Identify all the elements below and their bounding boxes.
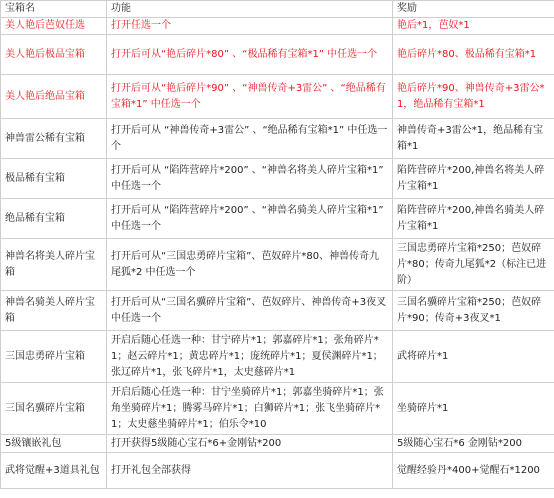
function-cell: 打开后可从 “陷阵营碎片*200” 、“神兽名骑美人碎片宝箱*1” 中任选一个 (107, 199, 393, 239)
table-row (1, 331, 554, 383)
table-row (1, 199, 554, 239)
chest-name-cell: 武将觉醒+3道具礼包 (1, 453, 107, 489)
table-row (1, 75, 554, 119)
function-cell: 打开获得5级随心宝石*6+金刚钻*200 (107, 435, 393, 453)
table-row (1, 435, 554, 453)
function-cell: 打开任选一个 (107, 18, 393, 35)
reward-cell: 陷阵营碎片*200,神兽名骑美人碎片宝箱*1 (393, 199, 554, 239)
chest-name-cell: 绝品稀有宝箱 (1, 199, 107, 239)
header-function: 功能 (107, 1, 393, 18)
chest-name-cell: 美人艳后芭奴任选 (1, 18, 107, 35)
reward-cell: 觉醒经验丹*400+觉醒石*1200 (393, 453, 554, 489)
table-row (1, 453, 554, 489)
reward-cell: 5级随心宝石*6 金刚钻*200 (393, 435, 554, 453)
chest-name-cell: 神兽名骑美人碎片宝箱 (1, 291, 107, 331)
table-row (1, 291, 554, 331)
reward-cell: 艳后碎片*90、神兽传奇+3雷公*1，绝品稀有宝箱*1 (393, 75, 554, 119)
chest-name-cell: 三国忠勇碎片宝箱 (1, 331, 107, 383)
table-row (1, 159, 554, 199)
reward-cell: 坐骑碎片*1 (393, 383, 554, 435)
chest-name-cell: 极品稀有宝箱 (1, 159, 107, 199)
chest-name-cell: 美人艳后极品宝箱 (1, 35, 107, 75)
reward-cell: 三国忠勇碎片宝箱*250；芭奴碎片*80；传奇九尾狐*2（标注已进阶） (393, 239, 554, 291)
function-cell: 打开后可从“三国忠勇碎片宝箱”、芭奴碎片*80、神兽传奇九尾狐*2 中任选一个 (107, 239, 393, 291)
header-chest-name: 宝箱名 (1, 1, 107, 18)
table-row (1, 383, 554, 435)
function-cell: 打开后可从 “陷阵营碎片*200” 、“神兽名将美人碎片宝箱*1” 中任选一个 (107, 159, 393, 199)
header-reward: 奖励 (393, 1, 554, 18)
function-cell: 打开后可从“三国名骥碎片宝箱”、芭奴碎片、神兽传奇+3夜叉 中任选一个 (107, 291, 393, 331)
function-cell: 打开后可从“艳后碎片*90” 、“神兽传奇+3雷公” 、“绝品稀有宝箱*1” 中任选一个 (107, 75, 393, 119)
function-cell: 打开后可从 “神兽传奇+3雷公” 、“绝品稀有宝箱*1” 中任选一个 (107, 119, 393, 159)
function-cell: 开启后随心任选一种：甘宁碎片*1；郭嘉碎片*1；张角碎片*1；赵云碎片*1；黄忠碎片*1；庞统碎片*1；夏侯渊碎片*1；张辽碎片*1，张飞碎片*1，太史慈碎片*1 (107, 331, 393, 383)
function-cell: 打开后可从“艳后碎片*80” 、“极品稀有宝箱*1” 中任选一个 (107, 35, 393, 75)
reward-cell: 三国名骥碎片宝箱*250；芭奴碎片*90；传奇+3夜叉*1 (393, 291, 554, 331)
table-row (1, 35, 554, 75)
table-row (1, 239, 554, 291)
reward-cell: 陷阵营碎片*200,神兽名将美人碎片宝箱*1 (393, 159, 554, 199)
table-header-row (1, 1, 554, 18)
reward-cell: 神兽传奇+3雷公*1，绝品稀有宝箱*1 (393, 119, 554, 159)
table-row (1, 18, 554, 35)
function-cell: 打开礼包全部获得 (107, 453, 393, 489)
chest-name-cell: 5级镶嵌礼包 (1, 435, 107, 453)
chest-name-cell: 三国名骥碎片宝箱 (1, 383, 107, 435)
reward-cell: 武将碎片*1 (393, 331, 554, 383)
chest-name-cell: 神兽雷公稀有宝箱 (1, 119, 107, 159)
reward-cell: 艳后*1，芭奴*1 (393, 18, 554, 35)
chest-name-cell: 神兽名将美人碎片宝箱 (1, 239, 107, 291)
table-row (1, 119, 554, 159)
chest-name-cell: 美人艳后绝品宝箱 (1, 75, 107, 119)
reward-cell: 艳后碎片*80、极品稀有宝箱*1 (393, 35, 554, 75)
function-cell: 开启后随心任选一种：甘宁坐骑碎片*1；郭嘉坐骑碎片*1；张角坐骑碎片*1；腾雾马碎片*1；白狮碎片*1；张飞坐骑碎片*1；太史慈坐骑碎片*1；伯乐令*10 (107, 383, 393, 435)
